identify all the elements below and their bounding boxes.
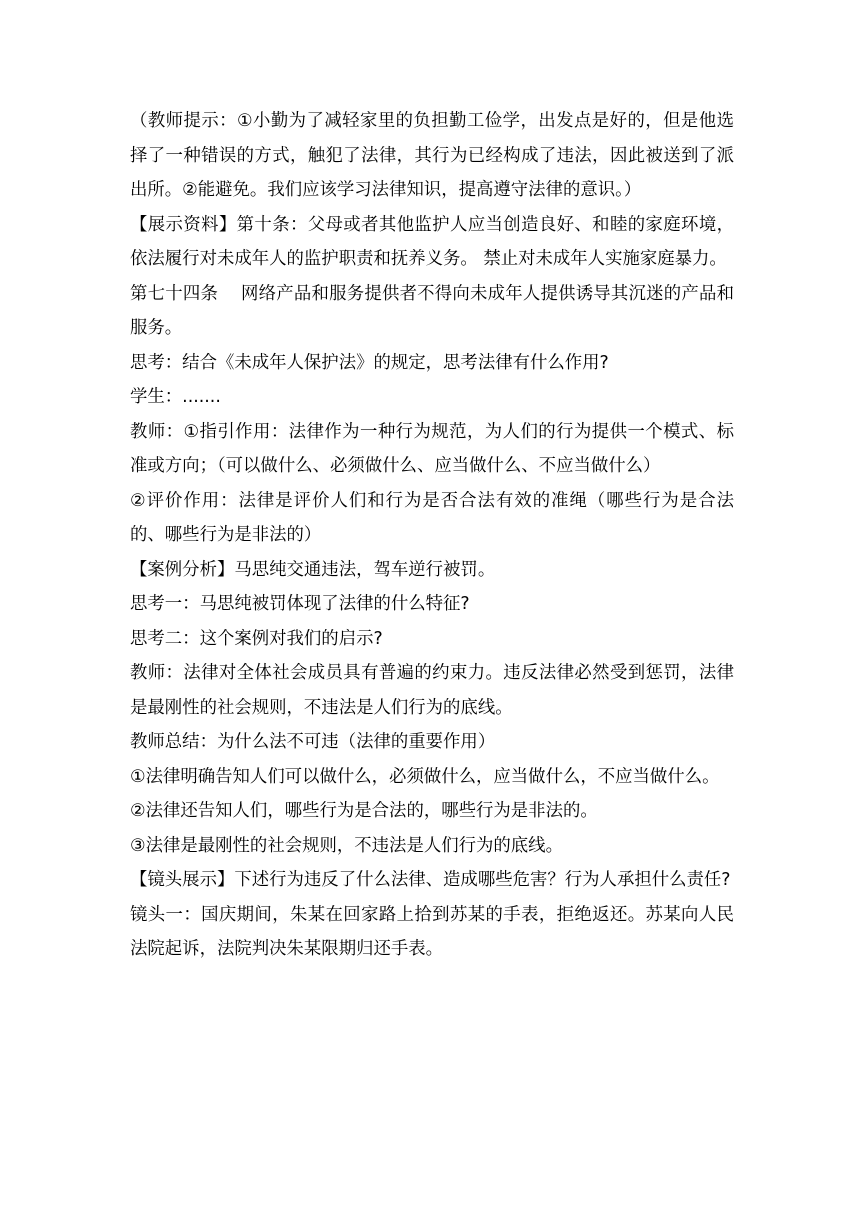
paragraph-case-analysis: 【案例分析】马思纯交通违法，驾车逆行被罚。 [130, 559, 496, 580]
paragraph-teacher-summary: 教师总结：为什么法不可违（法律的重要作用） [130, 732, 496, 752]
paragraph-think-one: 思考一：马思纯被罚体现了法律的什么特征? [130, 594, 470, 614]
paragraph-summary-point-2: ②法律还告知人们，哪些行为是合法的，哪些行为是非法的。 [130, 801, 598, 821]
paragraph-teacher-binding-force: 教师：法律对全体社会成员具有普遍的约束力。违反法律必然受到惩罚，法律是最刚性的社会规则，不违法是人们行为的底线。 [130, 663, 734, 718]
paragraph-summary-point-1: ①法律明确告知人们可以做什么，必须做什么，应当做什么，不应当做什么。 [130, 766, 720, 787]
paragraph-show-material: 【展示资料】第十条：父母或者其他监护人应当创造良好、和睦的家庭环境，依法履行对未成年人的监护职责和抚养义务。 禁止对未成年人实施家庭暴力。 [130, 214, 734, 269]
paragraph-article-74: 第七十四条 网络产品和服务提供者不得向未成年人提供诱导其沉迷的产品和服务。 [130, 283, 734, 338]
paragraph-student: 学生：....... [130, 387, 221, 407]
paragraph-teacher-hint: （教师提示：①小勤为了减轻家里的负担勤工俭学，出发点是好的，但是他选择了一种错误的方式，触犯了法律，其行为已经构成了违法，因此被送到了派出所。②能避免。我们应该学习法律知识，提高遵守法律的意识。） [130, 111, 734, 200]
paragraph-summary-point-3: ③法律是最刚性的社会规则，不违法是人们行为的底线。 [130, 835, 563, 856]
paragraph-think-two: 思考二：这个案例对我们的启示? [130, 628, 383, 649]
paragraph-think: 思考：结合《未成年人保护法》的规定，思考法律有什么作用? [130, 352, 609, 373]
paragraph-scene-one: 镜头一：国庆期间，朱某在回家路上拾到苏某的手表，拒绝返还。苏某向人民法院起诉，法院判决朱某限期归还手表。 [130, 904, 734, 959]
paragraph-evaluate-role: ②评价作用：法律是评价人们和行为是否合法有效的准绳（哪些行为是合法的、哪些行为是非法的） [130, 490, 734, 545]
document-body [130, 104, 734, 967]
paragraph-scene-show: 【镜头展示】下述行为违反了什么法律、造成哪些危害？行为人承担什么责任? [130, 870, 731, 890]
paragraph-teacher-guide-role: 教师：①指引作用：法律作为一种行为规范，为人们的行为提供一个模式、标准或方向；（可以做什么、必须做什么、应当做什么、不应当做什么） [130, 421, 734, 476]
